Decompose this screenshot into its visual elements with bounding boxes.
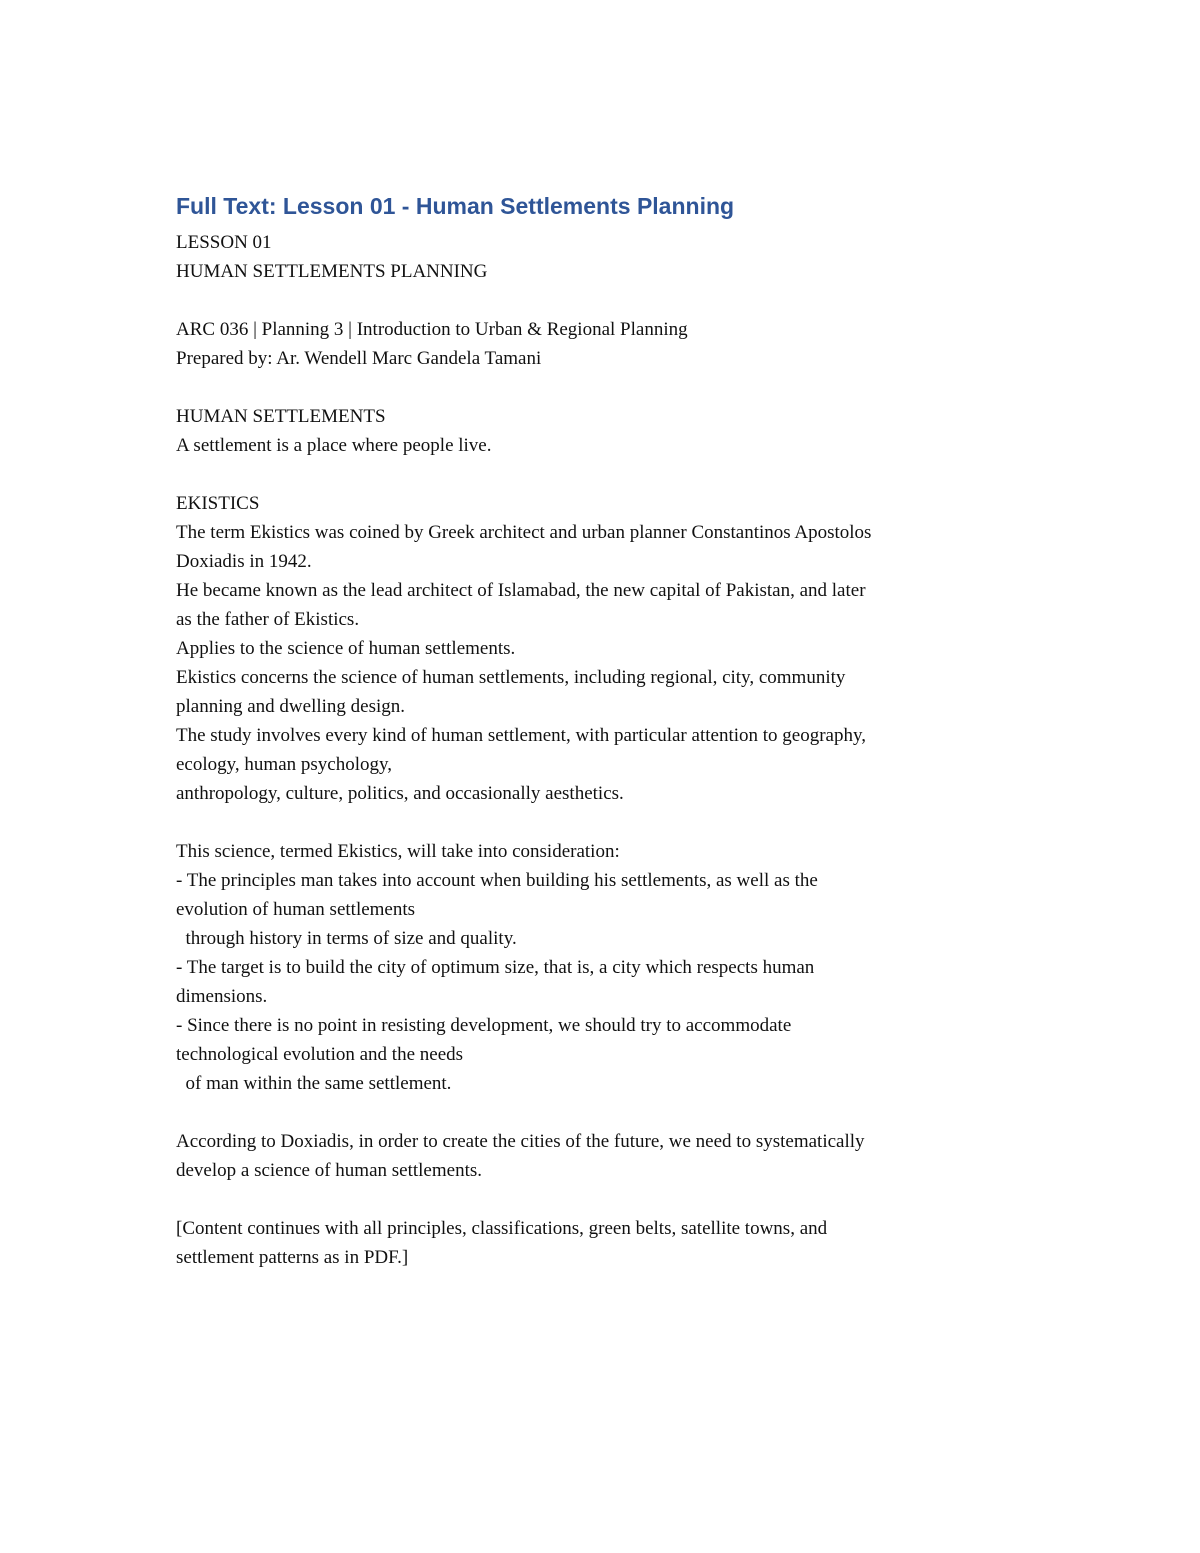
text-line: dimensions. [176, 986, 268, 1007]
text-line: Prepared by: Ar. Wendell Marc Gandela Tamani [176, 348, 542, 369]
text-line: He became known as the lead architect of Islamabad, the new capital of Pakistan, and later [176, 580, 866, 601]
text-line: - The principles man takes into account when building his settlements, as well as the [176, 870, 818, 891]
blank-line [176, 1185, 1036, 1214]
blank-line [176, 373, 1036, 402]
text-line: - The target is to build the city of optimum size, that is, a city which respects human [176, 957, 815, 978]
text-line: According to Doxiadis, in order to create the cities of the future, we need to systematically [176, 1131, 865, 1152]
text-line: This science, termed Ekistics, will take into consideration: [176, 841, 620, 862]
text-line: evolution of human settlements [176, 899, 416, 920]
text-line: planning and dwelling design. [176, 696, 406, 717]
blank-line [176, 1098, 1036, 1127]
text-line: HUMAN SETTLEMENTS [176, 406, 386, 427]
text-line: as the father of Ekistics. [176, 609, 360, 630]
blank-line [176, 460, 1036, 489]
text-line: ecology, human psychology, [176, 754, 392, 775]
text-line: The study involves every kind of human settlement, with particular attention to geography, [176, 725, 866, 746]
document-text [176, 228, 1036, 1272]
blank-line [176, 808, 1036, 837]
text-line: Doxiadis in 1942. [176, 551, 312, 572]
text-line: The term Ekistics was coined by Greek architect and urban planner Constantinos Apostolos [176, 522, 872, 543]
text-line: settlement patterns as in PDF.] [176, 1247, 409, 1268]
text-line: LESSON 01 [176, 232, 272, 253]
text-line: Applies to the science of human settlements. [176, 638, 516, 659]
text-line: technological evolution and the needs [176, 1044, 464, 1065]
text-line: HUMAN SETTLEMENTS PLANNING [176, 261, 488, 282]
text-line: A settlement is a place where people live. [176, 435, 492, 456]
text-line: ARC 036 | Planning 3 | Introduction to Urban & Regional Planning [176, 319, 688, 340]
text-line: - Since there is no point in resisting development, we should try to accommodate [176, 1015, 792, 1036]
text-line: Ekistics concerns the science of human settlements, including regional, city, community [176, 667, 846, 688]
document-title: Full Text: Lesson 01 - Human Settlements Planning [176, 193, 735, 219]
text-line: EKISTICS [176, 493, 260, 514]
text-line: [Content continues with all principles, classifications, green belts, satellite towns, and [176, 1218, 828, 1239]
blank-line [176, 286, 1036, 315]
text-line: anthropology, culture, politics, and occasionally aesthetics. [176, 783, 624, 804]
text-line: develop a science of human settlements. [176, 1160, 483, 1181]
document-body [176, 188, 1036, 1272]
text-line: through history in terms of size and quality. [176, 928, 517, 949]
text-line: of man within the same settlement. [176, 1073, 452, 1094]
